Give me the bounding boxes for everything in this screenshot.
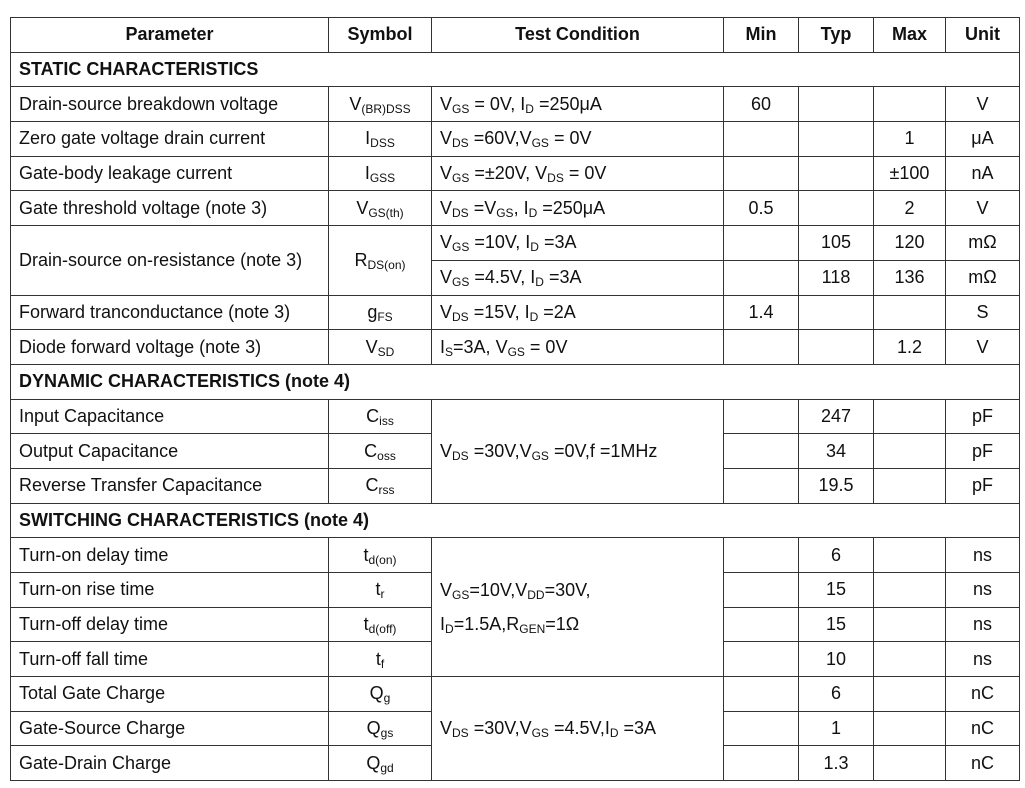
symbol-main: I xyxy=(365,128,371,149)
condition-subscript: GS xyxy=(531,448,549,463)
table-row xyxy=(11,399,1020,434)
unit-cell: mΩ xyxy=(946,260,1020,295)
symbol-subscript: DSS xyxy=(370,136,395,151)
symbol-main: Q xyxy=(366,752,381,773)
condition-symbol: I xyxy=(525,232,531,253)
min-cell: 60 xyxy=(724,87,799,122)
symbol-main: Q xyxy=(369,683,384,704)
min-cell xyxy=(724,642,799,677)
header-min: Min xyxy=(724,18,799,53)
min-cell xyxy=(724,538,799,573)
min-cell: 1.4 xyxy=(724,295,799,330)
table-row xyxy=(11,156,1020,191)
symbol-cell xyxy=(329,677,432,712)
condition-symbol: V xyxy=(495,336,508,357)
table-row xyxy=(11,87,1020,122)
unit-cell: nC xyxy=(946,746,1020,781)
symbol-cell xyxy=(329,295,432,330)
condition-value: , xyxy=(513,197,524,218)
typ-cell: 10 xyxy=(799,642,874,677)
electrical-characteristics-table xyxy=(10,17,1020,781)
condition-symbol: V xyxy=(440,440,453,461)
unit-cell: V xyxy=(946,191,1020,226)
unit-cell: nC xyxy=(946,711,1020,746)
condition-value: = 0V xyxy=(524,336,568,357)
symbol-cell xyxy=(329,156,432,191)
typ-cell xyxy=(799,295,874,330)
typ-cell: 6 xyxy=(799,538,874,573)
condition-value: =30V, xyxy=(544,580,591,601)
min-cell xyxy=(724,399,799,434)
condition-subscript: GS xyxy=(507,344,525,359)
condition-subscript: S xyxy=(445,344,454,359)
condition-subscript: D xyxy=(535,275,544,290)
header-test-condition: Test Condition xyxy=(432,18,724,53)
max-cell: 120 xyxy=(874,226,946,261)
typ-cell: 15 xyxy=(799,573,874,608)
symbol-cell xyxy=(329,191,432,226)
min-cell xyxy=(724,226,799,261)
condition-symbol: I xyxy=(524,301,530,322)
unit-cell: V xyxy=(946,330,1020,365)
typ-cell: 6 xyxy=(799,677,874,712)
min-cell xyxy=(724,607,799,642)
condition-value: = 0V, xyxy=(469,93,521,114)
parameter-cell: Gate-Drain Charge xyxy=(11,746,329,781)
condition-value: =2A xyxy=(538,301,576,322)
max-cell: 136 xyxy=(874,260,946,295)
unit-cell: pF xyxy=(946,468,1020,503)
min-cell xyxy=(724,260,799,295)
condition-symbol: V xyxy=(535,163,548,184)
condition-subscript: DS xyxy=(547,171,564,186)
symbol-subscript: iss xyxy=(379,413,394,428)
symbol-subscript: oss xyxy=(377,448,396,463)
unit-cell: pF xyxy=(946,434,1020,469)
symbol-subscript: g xyxy=(383,691,391,706)
test-condition-cell xyxy=(432,191,724,226)
table-row xyxy=(11,226,1020,261)
symbol-cell xyxy=(329,122,432,157)
symbol-cell xyxy=(329,746,432,781)
condition-value: =250μA xyxy=(533,93,602,114)
typ-cell: 15 xyxy=(799,607,874,642)
condition-value: =3A xyxy=(543,267,582,288)
typ-cell: 118 xyxy=(799,260,874,295)
condition-value: =3A, xyxy=(453,336,496,357)
condition-subscript: GS xyxy=(452,275,470,290)
condition-subscript: GS xyxy=(531,726,549,741)
max-cell xyxy=(874,295,946,330)
max-cell: 1 xyxy=(874,122,946,157)
max-cell xyxy=(874,607,946,642)
symbol-subscript: rss xyxy=(378,483,395,498)
typ-cell xyxy=(799,156,874,191)
max-cell: 2 xyxy=(874,191,946,226)
parameter-cell: Drain-source on-resistance (note 3) xyxy=(11,226,329,295)
max-cell xyxy=(874,642,946,677)
test-condition-cell xyxy=(432,295,724,330)
table-row xyxy=(11,191,1020,226)
condition-subscript: DS xyxy=(452,136,469,151)
condition-subscript: GEN xyxy=(519,622,546,637)
symbol-cell xyxy=(329,87,432,122)
min-cell xyxy=(724,156,799,191)
symbol-cell xyxy=(329,226,432,295)
symbol-subscript: FS xyxy=(377,309,393,324)
symbol-main: V xyxy=(349,93,362,114)
condition-value: =30V, xyxy=(468,440,520,461)
parameter-cell: Reverse Transfer Capacitance xyxy=(11,468,329,503)
condition-value: = 0V xyxy=(548,128,592,149)
condition-symbol: I xyxy=(523,197,529,218)
test-condition-cell xyxy=(432,156,724,191)
header-row xyxy=(11,18,1020,53)
symbol-cell xyxy=(329,434,432,469)
condition-symbol: I xyxy=(530,267,536,288)
symbol-subscript: GS(th) xyxy=(368,205,404,220)
symbol-cell xyxy=(329,538,432,573)
test-condition-cell xyxy=(432,226,724,261)
condition-symbol: V xyxy=(440,232,453,253)
table-row xyxy=(11,295,1020,330)
condition-subscript: D xyxy=(528,205,538,220)
symbol-main: C xyxy=(364,440,378,461)
typ-cell: 105 xyxy=(799,226,874,261)
condition-subscript: DD xyxy=(527,588,545,603)
symbol-subscript: f xyxy=(380,656,385,671)
table-row xyxy=(11,122,1020,157)
parameter-cell: Turn-off delay time xyxy=(11,607,329,642)
symbol-cell xyxy=(329,330,432,365)
condition-subscript: GS xyxy=(452,588,470,603)
condition-subscript: GS xyxy=(531,136,549,151)
unit-cell: ns xyxy=(946,573,1020,608)
condition-value: =1.5A, xyxy=(453,614,507,635)
parameter-cell: Drain-source breakdown voltage xyxy=(11,87,329,122)
condition-value: =3A xyxy=(538,232,577,253)
condition-subscript: DS xyxy=(452,205,469,220)
typ-cell xyxy=(799,122,874,157)
typ-cell xyxy=(799,87,874,122)
symbol-main: R xyxy=(354,249,368,270)
symbol-main: Q xyxy=(366,718,381,739)
typ-cell: 34 xyxy=(799,434,874,469)
max-cell: 1.2 xyxy=(874,330,946,365)
min-cell: 0.5 xyxy=(724,191,799,226)
typ-cell: 1 xyxy=(799,711,874,746)
condition-value: =10V, xyxy=(469,232,526,253)
unit-cell: V xyxy=(946,87,1020,122)
symbol-main: t xyxy=(375,579,381,600)
symbol-cell xyxy=(329,573,432,608)
condition-subscript: DS xyxy=(452,726,469,741)
min-cell xyxy=(724,122,799,157)
unit-cell: pF xyxy=(946,399,1020,434)
condition-symbol: V xyxy=(440,197,453,218)
max-cell xyxy=(874,468,946,503)
symbol-main: V xyxy=(356,197,369,218)
header-parameter: Parameter xyxy=(11,18,329,53)
condition-value: = 0V xyxy=(563,163,607,184)
parameter-cell: Input Capacitance xyxy=(11,399,329,434)
symbol-subscript: DS(on) xyxy=(367,257,406,272)
parameter-cell: Gate-Source Charge xyxy=(11,711,329,746)
max-cell xyxy=(874,538,946,573)
section-row-static xyxy=(11,52,1020,87)
max-cell xyxy=(874,399,946,434)
test-condition-cell xyxy=(432,260,724,295)
condition-symbol: V xyxy=(440,580,453,601)
condition-symbol: I xyxy=(604,718,610,739)
condition-symbol: V xyxy=(519,128,532,149)
condition-value: =0V,f =1MHz xyxy=(548,440,658,461)
condition-subscript: GS xyxy=(452,171,470,186)
parameter-cell: Zero gate voltage drain current xyxy=(11,122,329,157)
max-cell: ±100 xyxy=(874,156,946,191)
parameter-cell: Forward tranconductance (note 3) xyxy=(11,295,329,330)
condition-value: =60V, xyxy=(468,128,520,149)
condition-symbol: I xyxy=(520,93,526,114)
condition-symbol: V xyxy=(440,128,453,149)
condition-symbol: V xyxy=(440,301,453,322)
condition-subscript: GS xyxy=(496,205,514,220)
condition-subscript: D xyxy=(445,622,454,637)
condition-symbol: R xyxy=(506,614,520,635)
condition-value: = xyxy=(468,197,485,218)
max-cell xyxy=(874,677,946,712)
condition-subscript: D xyxy=(525,101,534,116)
max-cell xyxy=(874,87,946,122)
condition-value: =4.5V, xyxy=(469,267,531,288)
condition-value: =3A xyxy=(618,718,657,739)
condition-subscript: DS xyxy=(452,448,469,463)
typ-cell: 1.3 xyxy=(799,746,874,781)
symbol-subscript: d(on) xyxy=(368,552,397,567)
min-cell xyxy=(724,330,799,365)
header-max: Max xyxy=(874,18,946,53)
max-cell xyxy=(874,573,946,608)
condition-value: =250μA xyxy=(537,197,606,218)
condition-value: =±20V, xyxy=(469,163,536,184)
condition-value: =1Ω xyxy=(545,614,580,635)
parameter-cell: Turn-on delay time xyxy=(11,538,329,573)
symbol-subscript: r xyxy=(380,587,385,602)
typ-cell xyxy=(799,191,874,226)
symbol-subscript: GSS xyxy=(369,171,396,186)
section-dynamic-title: DYNAMIC CHARACTERISTICS (note 4) xyxy=(11,364,1020,399)
symbol-cell xyxy=(329,607,432,642)
test-condition-cell xyxy=(432,399,724,503)
condition-symbol: V xyxy=(440,163,453,184)
table-row xyxy=(11,677,1020,712)
symbol-main: g xyxy=(367,301,378,322)
symbol-cell xyxy=(329,642,432,677)
header-symbol: Symbol xyxy=(329,18,432,53)
header-typ: Typ xyxy=(799,18,874,53)
parameter-cell: Turn-on rise time xyxy=(11,573,329,608)
condition-subscript: GS xyxy=(452,240,470,255)
condition-symbol: V xyxy=(519,718,532,739)
condition-value: =4.5V, xyxy=(548,718,605,739)
condition-symbol: V xyxy=(440,718,453,739)
unit-cell: S xyxy=(946,295,1020,330)
max-cell xyxy=(874,746,946,781)
section-static-title: STATIC CHARACTERISTICS xyxy=(11,52,1020,87)
condition-symbol: V xyxy=(519,440,532,461)
symbol-subscript: gs xyxy=(380,726,394,741)
symbol-main: t xyxy=(375,648,381,669)
test-condition-cell xyxy=(432,87,724,122)
min-cell xyxy=(724,746,799,781)
symbol-main: t xyxy=(363,614,369,635)
symbol-cell xyxy=(329,399,432,434)
parameter-cell: Diode forward voltage (note 3) xyxy=(11,330,329,365)
typ-cell xyxy=(799,330,874,365)
symbol-subscript: d(off) xyxy=(368,622,397,637)
parameter-cell: Total Gate Charge xyxy=(11,677,329,712)
section-row-dynamic xyxy=(11,364,1020,399)
condition-symbol: V xyxy=(440,93,453,114)
section-row-switching xyxy=(11,503,1020,538)
table-row xyxy=(11,330,1020,365)
test-condition-cell xyxy=(432,122,724,157)
max-cell xyxy=(874,711,946,746)
condition-symbol: V xyxy=(515,580,528,601)
symbol-subscript: gd xyxy=(380,760,394,775)
test-condition-cell xyxy=(432,538,724,677)
typ-cell: 19.5 xyxy=(799,468,874,503)
max-cell xyxy=(874,434,946,469)
condition-value: =30V, xyxy=(468,718,520,739)
condition-symbol: V xyxy=(484,197,497,218)
min-cell xyxy=(724,434,799,469)
unit-cell: ns xyxy=(946,538,1020,573)
parameter-cell: Output Capacitance xyxy=(11,434,329,469)
symbol-cell xyxy=(329,711,432,746)
test-condition-cell xyxy=(432,677,724,781)
condition-subscript: D xyxy=(609,726,619,741)
min-cell xyxy=(724,573,799,608)
typ-cell: 247 xyxy=(799,399,874,434)
unit-cell: nA xyxy=(946,156,1020,191)
symbol-main: I xyxy=(364,163,370,184)
parameter-cell: Turn-off fall time xyxy=(11,642,329,677)
min-cell xyxy=(724,677,799,712)
condition-value: =15V, xyxy=(468,301,525,322)
min-cell xyxy=(724,711,799,746)
unit-cell: nC xyxy=(946,677,1020,712)
unit-cell: ns xyxy=(946,642,1020,677)
header-unit: Unit xyxy=(946,18,1020,53)
unit-cell: μA xyxy=(946,122,1020,157)
symbol-main: C xyxy=(366,405,380,426)
table-row xyxy=(11,538,1020,573)
condition-subscript: GS xyxy=(452,101,470,116)
parameter-cell: Gate threshold voltage (note 3) xyxy=(11,191,329,226)
parameter-cell: Gate-body leakage current xyxy=(11,156,329,191)
condition-symbol: I xyxy=(440,614,446,635)
condition-subscript: D xyxy=(530,240,539,255)
symbol-main: V xyxy=(365,336,378,357)
condition-value: =10V, xyxy=(469,580,516,601)
section-switching-title: SWITCHING CHARACTERISTICS (note 4) xyxy=(11,503,1020,538)
symbol-subscript: SD xyxy=(377,344,395,359)
condition-symbol: V xyxy=(440,267,453,288)
symbol-main: C xyxy=(365,475,379,496)
min-cell xyxy=(724,468,799,503)
unit-cell: ns xyxy=(946,607,1020,642)
condition-subscript: D xyxy=(529,309,539,324)
condition-subscript: DS xyxy=(452,309,469,324)
symbol-subscript: (BR)DSS xyxy=(361,101,411,116)
unit-cell: mΩ xyxy=(946,226,1020,261)
test-condition-cell xyxy=(432,330,724,365)
symbol-main: t xyxy=(363,544,369,565)
condition-symbol: I xyxy=(440,336,446,357)
symbol-cell xyxy=(329,468,432,503)
